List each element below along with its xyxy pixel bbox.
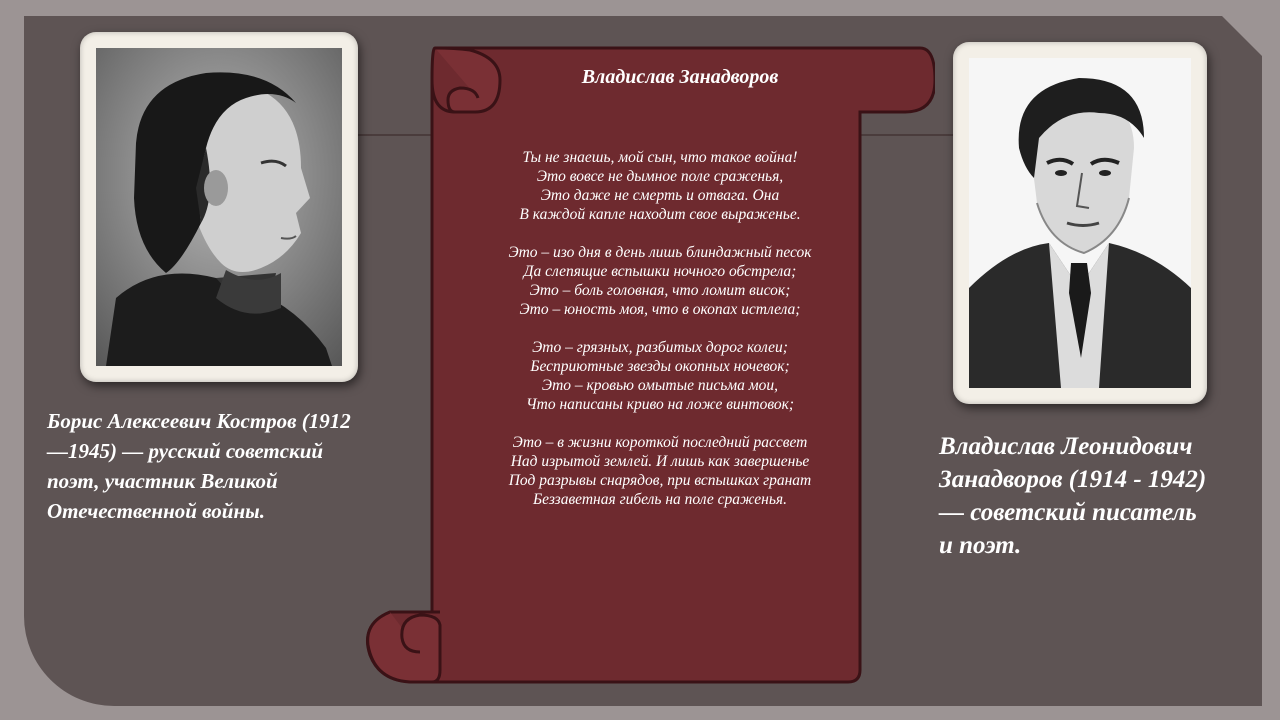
poem-line: Это – грязных, разбитых дорог колеи;: [532, 339, 788, 356]
poem-stanza: [450, 433, 870, 509]
poem-stanza: [450, 148, 870, 224]
poem-line: Бесприютные звезды окопных ночевок;: [530, 358, 790, 375]
bio-kostrov: Борис Алексеевич Костров (1912 —1945) — русский советский поэт, участник Великой Отечественной войны.: [47, 409, 351, 523]
portrait-frame-kostrov: [80, 32, 358, 382]
portrait-kostrov: [96, 48, 342, 366]
poem-stanza: [450, 338, 870, 414]
poem-line: Да слепящие вспышки ночного обстрела;: [523, 263, 797, 280]
poem-line: В каждой капле находит свое выраженье.: [519, 206, 801, 223]
poem-scroll: [360, 40, 935, 690]
portrait-frame-zanadvorov: [953, 42, 1207, 404]
poem-line: Над изрытой землей. И лишь как завершенье: [510, 453, 810, 470]
poem-line: Беззаветная гибель на поле сраженья.: [533, 491, 787, 508]
scroll-title: Владислав Занадворов: [581, 66, 779, 88]
poem-line: Это – изо дня в день лишь блиндажный песок: [508, 244, 812, 261]
poem-line: Это – юность моя, что в окопах истлела;: [519, 301, 801, 318]
poem-line: Что написаны криво на ложе винтовок;: [525, 396, 795, 413]
poem-line: Это – кровью омытые письма мои,: [541, 377, 779, 394]
poem-line: Ты не знаешь, мой сын, что такое война!: [522, 149, 798, 166]
poem-line: Это даже не смерть и отвага. Она: [540, 187, 780, 204]
poem-text: [450, 148, 870, 528]
poem-stanza: [450, 243, 870, 319]
slide-corner: [1222, 16, 1262, 56]
portrait-zanadvorov: [969, 58, 1191, 388]
poem-line: Это – в жизни короткой последний рассвет: [512, 434, 808, 451]
poem-line: Под разрывы снарядов, при вспышках гранат: [508, 472, 812, 489]
poem-line: Это вовсе не дымное поле сраженья,: [536, 168, 784, 185]
poem-line: Это – боль головная, что ломит висок;: [529, 282, 791, 299]
bio-zanadvorov: Владислав Леонидович Занадворов (1914 - 1942) — советский писатель и поэт.: [939, 433, 1207, 559]
